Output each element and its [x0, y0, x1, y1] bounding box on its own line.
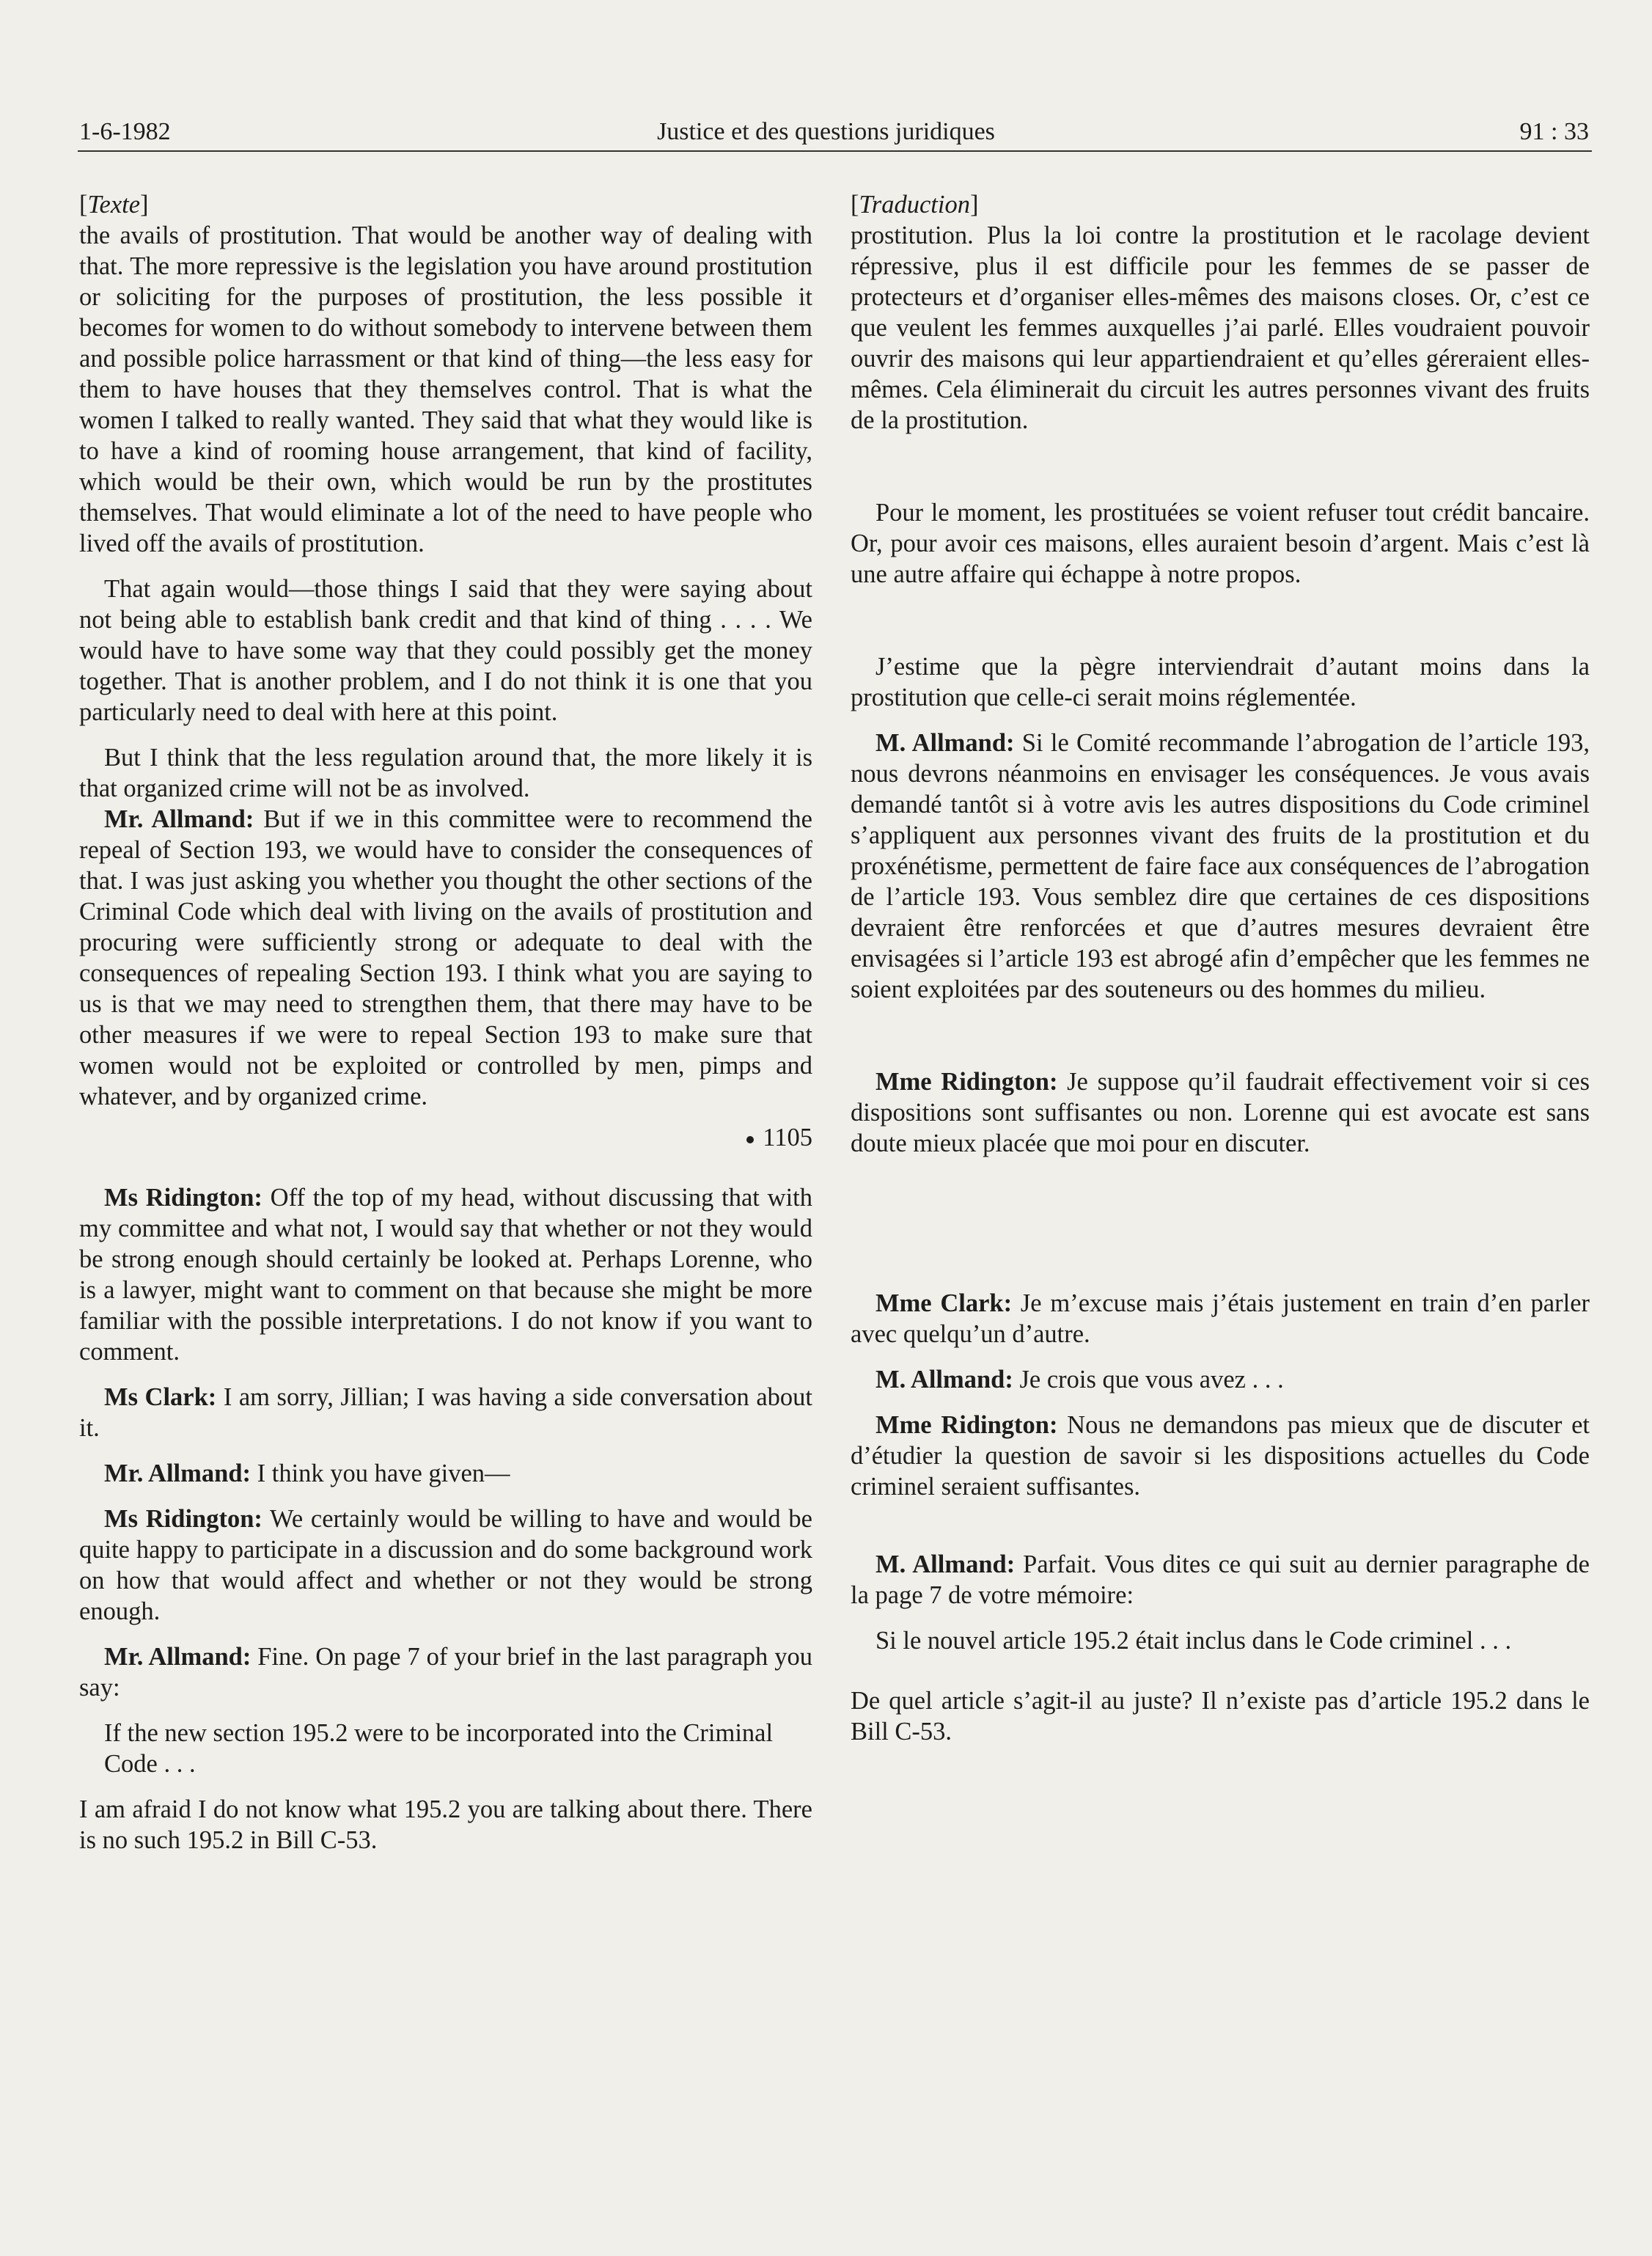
paragraph: J’estime que la pègre interviendrait d’autant moins dans la prostitution que celle-ci serait moins réglementée.	[851, 653, 1590, 711]
speaker-name: M. Allmand:	[875, 729, 1015, 757]
paragraph: the avails of prostitution. That would be another way of dealing with that. The more repressive is the legislation you have around prostitution or soliciting for the purposes of prostitution, the less possible it becomes for women to do without somebody to intervene between them and possible police harrassment or that kind of thing—the less easy for them to have houses that they themselves control. That is what the women I talked to really wanted. They said that what they would like is to have a kind of rooming house arrangement, that kind of facility, which would be their own, which would be run by the prostitutes themselves. That would eliminate a lot of the need to have people who lived off the avails of prostitution.	[79, 221, 812, 557]
speech-text: Parfait. Vous dites ce qui suit au dernier paragraphe de la page 7 de votre mémoire:	[851, 1550, 1590, 1609]
speech-text: I am sorry, Jillian; I was having a side conversation about it.	[79, 1383, 812, 1442]
speech-text: Je crois que vous avez . . .	[1013, 1366, 1284, 1393]
speaker-name: Ms Ridington:	[104, 1184, 263, 1212]
speech-paragraph	[79, 1641, 812, 1703]
speech-paragraph	[851, 1549, 1590, 1611]
speech-paragraph	[851, 1066, 1590, 1159]
paragraph: De quel article s’agit-il au juste? Il n’existe pas d’article 195.2 dans le Bill C-53.	[851, 1687, 1590, 1746]
speech-text: Je suppose qu’il faudrait effectivement voir si ces dispositions sont suffisantes ou non. Lorenne qui est avocate est sans doute mieux placée que moi pour en discuter.	[851, 1068, 1590, 1157]
header-rule	[78, 150, 1592, 152]
paragraph: I am afraid I do not know what 195.2 you are talking about there. There is no such 195.2 in Bill C-53.	[79, 1795, 812, 1854]
block-quote: If the new section 195.2 were to be incorporated into the Criminal Code . . .	[104, 1719, 774, 1778]
speaker-name: Mme Ridington:	[875, 1411, 1058, 1439]
french-column	[851, 189, 1590, 1747]
speech-paragraph	[79, 1382, 812, 1443]
speech-text: Si le Comité recommande l’abrogation de l’article 193, nous devrons néanmoins en envisager les conséquences. Je vous avais demandé tantôt si à votre avis les autres dispositions du Code criminel s’appliquent aux personnes vivant des fruits de la prostitution et du proxénétisme, permettent de faire face aux conséquences de l’abrogation de l’article 193. Vous semblez dire que certaines de ces dispositions devraient être renforcées et que d’autres mesures devraient être envisagées si l’article 193 est abrogé afin d’empêcher que les femmes ne soient exploitées par des souteneurs ou des hommes du milieu.	[851, 729, 1590, 1003]
speech-paragraph	[851, 1364, 1590, 1395]
speaker-name: M. Allmand:	[875, 1550, 1016, 1578]
paragraph: prostitution. Plus la loi contre la prostitution et le racolage devient répressive, plus il est difficile pour les femmes de se passer de protecteurs et d’organiser elles-mêmes des maisons closes. Or, c’est ce que veulent les femmes auxquelles j’ai parlé. Elles voudraient pouvoir ouvrir des maisons qui leur appartiendraient et qu’elles géreraient elles-mêmes. Cela éliminerait du circuit les autres personnes vivant des fruits de la prostitution.	[851, 221, 1590, 434]
speaker-name: Ms Ridington:	[104, 1505, 263, 1533]
header-date: 1-6-1982	[79, 118, 171, 145]
speaker-name: Ms Clark:	[104, 1383, 217, 1411]
paragraph: But I think that the less regulation around that, the more likely it is that organized crime will not be as involved.	[79, 744, 812, 802]
speech-text: Fine. On page 7 of your brief in the last paragraph you say:	[79, 1643, 812, 1702]
speech-paragraph	[79, 1182, 812, 1367]
speech-text: Je m’excuse mais j’étais justement en train d’en parler avec quelqu’un d’autre.	[851, 1289, 1590, 1348]
speech-text: Nous ne demandons pas mieux que de discuter et d’étudier la question de savoir si les dispositions actuelles du Code criminel seraient suffisantes.	[851, 1411, 1590, 1501]
speech-paragraph	[79, 1458, 812, 1489]
speech-paragraph	[851, 728, 1590, 1005]
english-column	[79, 189, 812, 1856]
header-title: Justice et des questions juridiques	[657, 118, 995, 145]
paragraph: Pour le moment, les prostituées se voient refuser tout crédit bancaire. Or, pour avoir ces maisons, elles auraient besoin d’argent. Mais c’est là une autre affaire qui échappe à notre propos.	[851, 499, 1590, 588]
header-page-number: 91 : 33	[1519, 118, 1589, 145]
speech-paragraph	[79, 804, 812, 1112]
speaker-name: Mme Clark:	[875, 1289, 1013, 1317]
speech-paragraph	[851, 1410, 1590, 1502]
time-marker: 1105	[79, 1122, 812, 1153]
paragraph: That again would—those things I said that they were saying about not being able to establish bank credit and that kind of thing . . . . We would have to have some way that they could possibly get the money together. That is another problem, and I do not think it is one that you particularly need to deal with here at this point.	[79, 575, 812, 726]
speaker-name: Mr. Allmand:	[104, 1643, 252, 1671]
speaker-name: M. Allmand:	[875, 1366, 1013, 1393]
column-tag: [Traduction]	[851, 191, 979, 219]
speech-text: We certainly would be willing to have and would be quite happy to participate in a discussion and do some background work on how that would affect and whether or not they would be strong enough.	[79, 1505, 812, 1625]
speaker-name: Mme Ridington:	[875, 1068, 1058, 1096]
speech-text: But if we in this committee were to recommend the repeal of Section 193, we would have to consider the consequences of that. I was just asking you whether you thought the other sections of the Criminal Code which deal with living on the avails of prostitution and procuring were sufficiently strong or adequate to deal with the consequences of repealing Section 193. I think what you are saying to us is that we may need to strengthen them, that there may have to be other measures if we were to repeal Section 193 to make sure that women would not be exploited or controlled by men, pimps and whatever, and by organized crime.	[79, 805, 812, 1110]
speaker-name: Mr. Allmand:	[104, 805, 254, 833]
bullet-icon	[746, 1136, 754, 1143]
column-tag: [Texte]	[79, 191, 149, 219]
speaker-name: Mr. Allmand:	[104, 1460, 251, 1487]
speech-paragraph	[851, 1288, 1590, 1349]
speech-paragraph	[79, 1504, 812, 1627]
speech-text: I think you have given—	[251, 1460, 510, 1487]
block-quote: Si le nouvel article 195.2 était inclus dans le Code criminel . . .	[875, 1627, 1512, 1655]
speech-text: Off the top of my head, without discussing that with my committee and what not, I would say that whether or not they would be strong enough should certainly be looked at. Perhaps Lorenne, who is a lawyer, might want to comment on that because she might be more familiar with the possible interpretations. I do not know if you want to comment.	[79, 1184, 812, 1366]
